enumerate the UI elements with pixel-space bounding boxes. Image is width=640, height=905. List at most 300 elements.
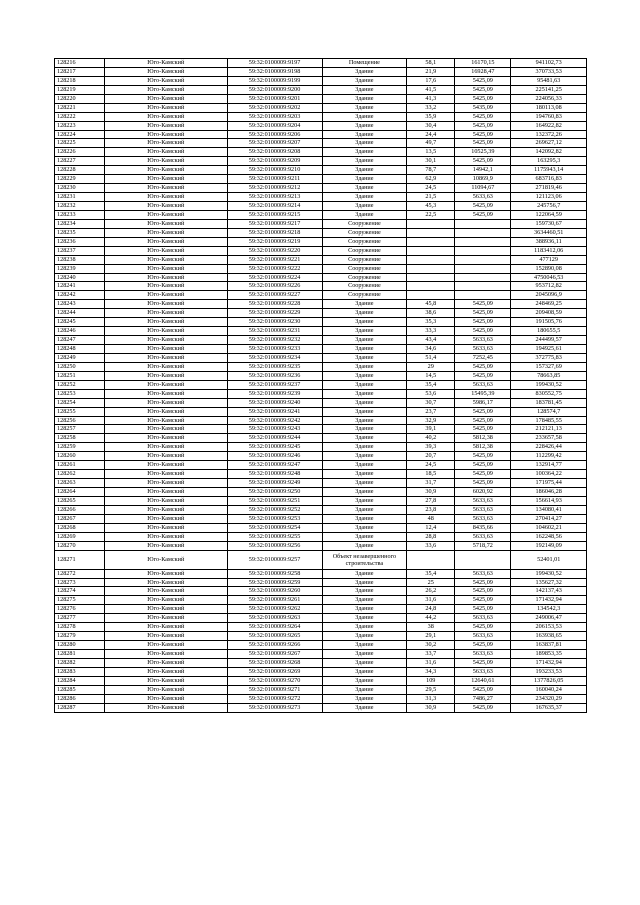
district-cell: Юго-Камский xyxy=(105,694,228,703)
cadastral-value-cell: 180655,5 xyxy=(511,327,587,336)
cadastral-value-cell: 142092,82 xyxy=(511,148,587,157)
specific-value-cell: 7252,45 xyxy=(455,353,511,362)
cadastral-number-cell: 59:32:0100009:9247 xyxy=(227,461,322,470)
table-row xyxy=(55,353,587,362)
table-row xyxy=(55,703,587,712)
area-cell: 24,5 xyxy=(407,184,455,193)
district-cell: Юго-Камский xyxy=(105,496,228,505)
cadastral-value-cell: 156614,93 xyxy=(511,496,587,505)
row-number-cell: 128285 xyxy=(55,685,105,694)
district-cell: Юго-Камский xyxy=(105,175,228,184)
object-type-cell: Здание xyxy=(322,470,407,479)
cadastral-value-table xyxy=(54,58,587,713)
cadastral-value-cell: 180113,08 xyxy=(511,103,587,112)
cadastral-value-cell: 953712,82 xyxy=(511,282,587,291)
cadastral-number-cell: 59:32:0100009:9259 xyxy=(227,578,322,587)
table-row xyxy=(55,300,587,309)
table-row xyxy=(55,193,587,202)
row-number-cell: 128250 xyxy=(55,362,105,371)
district-cell: Юго-Камский xyxy=(105,112,228,121)
cadastral-value-cell: 112299,42 xyxy=(511,452,587,461)
area-cell: 23,7 xyxy=(407,407,455,416)
area-cell: 23,8 xyxy=(407,505,455,514)
table-row xyxy=(55,219,587,228)
cadastral-number-cell: 59:32:0100009:9251 xyxy=(227,496,322,505)
row-number-cell: 128261 xyxy=(55,461,105,470)
specific-value-cell: 5425,09 xyxy=(455,641,511,650)
table-row xyxy=(55,398,587,407)
district-cell: Юго-Камский xyxy=(105,434,228,443)
area-cell: 33,7 xyxy=(407,650,455,659)
object-type-cell: Здание xyxy=(322,541,407,550)
area-cell: 34,6 xyxy=(407,345,455,354)
specific-value-cell: 10525,39 xyxy=(455,148,511,157)
area-cell: 29,5 xyxy=(407,685,455,694)
specific-value-cell: 5633,63 xyxy=(455,569,511,578)
object-type-cell: Здание xyxy=(322,650,407,659)
district-cell: Юго-Камский xyxy=(105,336,228,345)
district-cell: Юго-Камский xyxy=(105,139,228,148)
district-cell: Юго-Камский xyxy=(105,67,228,76)
cadastral-number-cell: 59:32:0100009:9246 xyxy=(227,452,322,461)
specific-value-cell: 5633,63 xyxy=(455,345,511,354)
object-type-cell: Здание xyxy=(322,479,407,488)
table-row xyxy=(55,605,587,614)
object-type-cell: Здание xyxy=(322,694,407,703)
cadastral-number-cell: 59:32:0100009:9229 xyxy=(227,309,322,318)
district-cell: Юго-Камский xyxy=(105,452,228,461)
object-type-cell: Сооружение xyxy=(322,246,407,255)
cadastral-value-cell: 206153,53 xyxy=(511,623,587,632)
specific-value-cell: 5633,63 xyxy=(455,614,511,623)
row-number-cell: 128239 xyxy=(55,264,105,273)
cadastral-number-cell: 59:32:0100009:9257 xyxy=(227,550,322,569)
table-row xyxy=(55,210,587,219)
table-row xyxy=(55,550,587,569)
specific-value-cell: 5633,63 xyxy=(455,532,511,541)
object-type-cell: Здание xyxy=(322,641,407,650)
specific-value-cell: 5425,09 xyxy=(455,605,511,614)
object-type-cell: Здание xyxy=(322,300,407,309)
specific-value-cell xyxy=(455,228,511,237)
cadastral-value-cell: 199430,52 xyxy=(511,380,587,389)
row-number-cell: 128287 xyxy=(55,703,105,712)
district-cell: Юго-Камский xyxy=(105,362,228,371)
cadastral-number-cell: 59:32:0100009:9273 xyxy=(227,703,322,712)
area-cell xyxy=(407,237,455,246)
row-number-cell: 128249 xyxy=(55,353,105,362)
cadastral-value-cell: 212121,13 xyxy=(511,425,587,434)
cadastral-number-cell: 59:32:0100009:9218 xyxy=(227,228,322,237)
object-type-cell: Здание xyxy=(322,184,407,193)
object-type-cell: Здание xyxy=(322,389,407,398)
object-type-cell: Здание xyxy=(322,703,407,712)
cadastral-value-cell: 132914,77 xyxy=(511,461,587,470)
cadastral-number-cell: 59:32:0100009:9207 xyxy=(227,139,322,148)
table-row xyxy=(55,309,587,318)
row-number-cell: 128268 xyxy=(55,523,105,532)
district-cell: Юго-Камский xyxy=(105,470,228,479)
cadastral-number-cell: 59:32:0100009:9219 xyxy=(227,237,322,246)
object-type-cell: Здание xyxy=(322,202,407,211)
cadastral-value-cell: 159730,67 xyxy=(511,219,587,228)
table-row xyxy=(55,371,587,380)
table-body xyxy=(55,59,587,713)
row-number-cell: 128258 xyxy=(55,434,105,443)
row-number-cell: 128233 xyxy=(55,210,105,219)
specific-value-cell: 5425,09 xyxy=(455,139,511,148)
cadastral-value-cell: 370733,53 xyxy=(511,67,587,76)
district-cell: Юго-Камский xyxy=(105,541,228,550)
district-cell: Юго-Камский xyxy=(105,273,228,282)
district-cell: Юго-Камский xyxy=(105,300,228,309)
cadastral-number-cell: 59:32:0100009:9254 xyxy=(227,523,322,532)
area-cell: 31,3 xyxy=(407,694,455,703)
table-row xyxy=(55,505,587,514)
specific-value-cell: 5633,63 xyxy=(455,193,511,202)
specific-value-cell: 5718,72 xyxy=(455,541,511,550)
area-cell: 58,1 xyxy=(407,59,455,68)
object-type-cell: Здание xyxy=(322,166,407,175)
specific-value-cell: 5425,09 xyxy=(455,479,511,488)
row-number-cell: 128217 xyxy=(55,67,105,76)
table-row xyxy=(55,103,587,112)
cadastral-number-cell: 59:32:0100009:9245 xyxy=(227,443,322,452)
document-page xyxy=(54,58,587,713)
cadastral-value-cell: 167635,37 xyxy=(511,703,587,712)
cadastral-number-cell: 59:32:0100009:9237 xyxy=(227,380,322,389)
area-cell: 53,6 xyxy=(407,389,455,398)
object-type-cell: Здание xyxy=(322,157,407,166)
district-cell: Юго-Камский xyxy=(105,309,228,318)
cadastral-value-cell: 830552,75 xyxy=(511,389,587,398)
cadastral-number-cell: 59:32:0100009:9250 xyxy=(227,488,322,497)
area-cell xyxy=(407,228,455,237)
object-type-cell: Здание xyxy=(322,336,407,345)
cadastral-value-cell: 269627,12 xyxy=(511,139,587,148)
cadastral-value-cell: 178485,55 xyxy=(511,416,587,425)
specific-value-cell: 5425,09 xyxy=(455,623,511,632)
district-cell: Юго-Камский xyxy=(105,210,228,219)
object-type-cell: Здание xyxy=(322,614,407,623)
specific-value-cell: 5633,63 xyxy=(455,496,511,505)
specific-value-cell: 5425,09 xyxy=(455,76,511,85)
cadastral-number-cell: 59:32:0100009:9206 xyxy=(227,130,322,139)
row-number-cell: 128283 xyxy=(55,667,105,676)
cadastral-value-cell: 163295,3 xyxy=(511,157,587,166)
cadastral-value-cell: 122064,59 xyxy=(511,210,587,219)
row-number-cell: 128280 xyxy=(55,641,105,650)
cadastral-number-cell: 59:32:0100009:9252 xyxy=(227,505,322,514)
specific-value-cell: 5986,17 xyxy=(455,398,511,407)
district-cell: Юго-Камский xyxy=(105,255,228,264)
object-type-cell: Сооружение xyxy=(322,219,407,228)
area-cell: 27,8 xyxy=(407,496,455,505)
district-cell: Юго-Камский xyxy=(105,85,228,94)
table-row xyxy=(55,389,587,398)
cadastral-value-cell: 134542,3 xyxy=(511,605,587,614)
district-cell: Юго-Камский xyxy=(105,407,228,416)
specific-value-cell: 5633,63 xyxy=(455,632,511,641)
row-number-cell: 128256 xyxy=(55,416,105,425)
cadastral-value-cell: 224056,33 xyxy=(511,94,587,103)
district-cell: Юго-Камский xyxy=(105,587,228,596)
area-cell: 35,4 xyxy=(407,569,455,578)
area-cell: 38 xyxy=(407,623,455,632)
specific-value-cell: 11094,67 xyxy=(455,184,511,193)
row-number-cell: 128220 xyxy=(55,94,105,103)
specific-value-cell: 5425,09 xyxy=(455,587,511,596)
object-type-cell: Здание xyxy=(322,605,407,614)
district-cell: Юго-Камский xyxy=(105,345,228,354)
specific-value-cell: 5425,09 xyxy=(455,130,511,139)
row-number-cell: 128274 xyxy=(55,587,105,596)
area-cell xyxy=(407,246,455,255)
table-row xyxy=(55,59,587,68)
row-number-cell: 128218 xyxy=(55,76,105,85)
cadastral-number-cell: 59:32:0100009:9268 xyxy=(227,658,322,667)
specific-value-cell: 8435,66 xyxy=(455,523,511,532)
row-number-cell: 128228 xyxy=(55,166,105,175)
row-number-cell: 128257 xyxy=(55,425,105,434)
area-cell: 31,7 xyxy=(407,479,455,488)
cadastral-value-cell: 132372,26 xyxy=(511,130,587,139)
area-cell: 39,1 xyxy=(407,425,455,434)
specific-value-cell: 5425,09 xyxy=(455,157,511,166)
cadastral-number-cell: 59:32:0100009:9243 xyxy=(227,425,322,434)
table-row xyxy=(55,667,587,676)
specific-value-cell: 5425,09 xyxy=(455,318,511,327)
table-row xyxy=(55,523,587,532)
table-row xyxy=(55,641,587,650)
district-cell: Юго-Камский xyxy=(105,318,228,327)
district-cell: Юго-Камский xyxy=(105,523,228,532)
object-type-cell: Здание xyxy=(322,362,407,371)
area-cell: 30,4 xyxy=(407,121,455,130)
object-type-cell: Сооружение xyxy=(322,237,407,246)
area-cell: 13,5 xyxy=(407,148,455,157)
specific-value-cell: 6020,92 xyxy=(455,488,511,497)
cadastral-value-cell: 164922,82 xyxy=(511,121,587,130)
table-row xyxy=(55,541,587,550)
object-type-cell: Здание xyxy=(322,658,407,667)
area-cell: 44,2 xyxy=(407,614,455,623)
table-row xyxy=(55,479,587,488)
table-row xyxy=(55,237,587,246)
object-type-cell: Здание xyxy=(322,505,407,514)
specific-value-cell: 5425,09 xyxy=(455,452,511,461)
district-cell: Юго-Камский xyxy=(105,246,228,255)
object-type-cell: Здание xyxy=(322,488,407,497)
table-row xyxy=(55,139,587,148)
object-type-cell: Здание xyxy=(322,76,407,85)
cadastral-number-cell: 59:32:0100009:9231 xyxy=(227,327,322,336)
area-cell: 39,3 xyxy=(407,443,455,452)
object-type-cell: Сооружение xyxy=(322,291,407,300)
row-number-cell: 128266 xyxy=(55,505,105,514)
cadastral-value-cell: 95481,63 xyxy=(511,76,587,85)
row-number-cell: 128242 xyxy=(55,291,105,300)
row-number-cell: 128264 xyxy=(55,488,105,497)
row-number-cell: 128230 xyxy=(55,184,105,193)
table-row xyxy=(55,362,587,371)
cadastral-value-cell: 142137,43 xyxy=(511,587,587,596)
area-cell: 30,9 xyxy=(407,488,455,497)
specific-value-cell xyxy=(455,282,511,291)
cadastral-value-cell: 372775,83 xyxy=(511,353,587,362)
cadastral-value-cell: 245756,7 xyxy=(511,202,587,211)
district-cell: Юго-Камский xyxy=(105,371,228,380)
table-row xyxy=(55,496,587,505)
specific-value-cell: 7486,27 xyxy=(455,694,511,703)
cadastral-number-cell: 59:32:0100009:9255 xyxy=(227,532,322,541)
district-cell: Юго-Камский xyxy=(105,237,228,246)
district-cell: Юго-Камский xyxy=(105,219,228,228)
cadastral-number-cell: 59:32:0100009:9228 xyxy=(227,300,322,309)
table-row xyxy=(55,202,587,211)
cadastral-number-cell: 59:32:0100009:9208 xyxy=(227,148,322,157)
district-cell: Юго-Камский xyxy=(105,353,228,362)
specific-value-cell xyxy=(455,291,511,300)
cadastral-number-cell: 59:32:0100009:9269 xyxy=(227,667,322,676)
row-number-cell: 128241 xyxy=(55,282,105,291)
object-type-cell: Здание xyxy=(322,685,407,694)
specific-value-cell: 5425,09 xyxy=(455,112,511,121)
table-row xyxy=(55,461,587,470)
cadastral-number-cell: 59:32:0100009:9203 xyxy=(227,112,322,121)
table-row xyxy=(55,650,587,659)
district-cell: Юго-Камский xyxy=(105,578,228,587)
object-type-cell: Здание xyxy=(322,632,407,641)
cadastral-number-cell: 59:32:0100009:9197 xyxy=(227,59,322,68)
table-row xyxy=(55,157,587,166)
specific-value-cell: 5435,09 xyxy=(455,103,511,112)
district-cell: Юго-Камский xyxy=(105,59,228,68)
row-number-cell: 128252 xyxy=(55,380,105,389)
row-number-cell: 128248 xyxy=(55,345,105,354)
object-type-cell: Здание xyxy=(322,345,407,354)
cadastral-number-cell: 59:32:0100009:9234 xyxy=(227,353,322,362)
district-cell: Юго-Камский xyxy=(105,505,228,514)
specific-value-cell xyxy=(455,264,511,273)
cadastral-value-cell: 209408,59 xyxy=(511,309,587,318)
row-number-cell: 128284 xyxy=(55,676,105,685)
object-type-cell: Здание xyxy=(322,327,407,336)
cadastral-number-cell: 59:32:0100009:9264 xyxy=(227,623,322,632)
cadastral-number-cell: 59:32:0100009:9260 xyxy=(227,587,322,596)
area-cell: 29,1 xyxy=(407,632,455,641)
specific-value-cell: 5425,09 xyxy=(455,425,511,434)
cadastral-number-cell: 59:32:0100009:9261 xyxy=(227,596,322,605)
cadastral-number-cell: 59:32:0100009:9226 xyxy=(227,282,322,291)
cadastral-number-cell: 59:32:0100009:9267 xyxy=(227,650,322,659)
cadastral-number-cell: 59:32:0100009:9230 xyxy=(227,318,322,327)
specific-value-cell xyxy=(455,550,511,569)
area-cell: 33,2 xyxy=(407,103,455,112)
cadastral-number-cell: 59:32:0100009:9242 xyxy=(227,416,322,425)
table-row xyxy=(55,255,587,264)
table-row xyxy=(55,112,587,121)
object-type-cell: Здание xyxy=(322,371,407,380)
object-type-cell: Здание xyxy=(322,434,407,443)
district-cell: Юго-Камский xyxy=(105,623,228,632)
table-row xyxy=(55,273,587,282)
specific-value-cell: 5425,09 xyxy=(455,94,511,103)
cadastral-number-cell: 59:32:0100009:9258 xyxy=(227,569,322,578)
district-cell: Юго-Камский xyxy=(105,94,228,103)
specific-value-cell xyxy=(455,246,511,255)
district-cell: Юго-Камский xyxy=(105,282,228,291)
district-cell: Юго-Камский xyxy=(105,157,228,166)
cadastral-number-cell: 59:32:0100009:9241 xyxy=(227,407,322,416)
table-row xyxy=(55,587,587,596)
area-cell xyxy=(407,264,455,273)
cadastral-number-cell: 59:32:0100009:9210 xyxy=(227,166,322,175)
cadastral-value-cell: 171432,94 xyxy=(511,658,587,667)
row-number-cell: 128238 xyxy=(55,255,105,264)
area-cell: 48 xyxy=(407,514,455,523)
object-type-cell: Здание xyxy=(322,67,407,76)
cadastral-value-cell: 163938,65 xyxy=(511,632,587,641)
cadastral-value-cell: 193233,53 xyxy=(511,667,587,676)
cadastral-value-cell: 191505,76 xyxy=(511,318,587,327)
district-cell: Юго-Камский xyxy=(105,514,228,523)
area-cell: 30,1 xyxy=(407,157,455,166)
row-number-cell: 128243 xyxy=(55,300,105,309)
table-row xyxy=(55,658,587,667)
area-cell: 25 xyxy=(407,578,455,587)
specific-value-cell: 5425,09 xyxy=(455,685,511,694)
cadastral-value-cell: 388936,11 xyxy=(511,237,587,246)
cadastral-value-cell: 228426,44 xyxy=(511,443,587,452)
row-number-cell: 128286 xyxy=(55,694,105,703)
cadastral-number-cell: 59:32:0100009:9249 xyxy=(227,479,322,488)
table-row xyxy=(55,264,587,273)
district-cell: Юго-Камский xyxy=(105,703,228,712)
cadastral-value-cell: 234320,29 xyxy=(511,694,587,703)
row-number-cell: 128225 xyxy=(55,139,105,148)
district-cell: Юго-Камский xyxy=(105,121,228,130)
object-type-cell: Здание xyxy=(322,443,407,452)
object-type-cell: Здание xyxy=(322,676,407,685)
object-type-cell: Здание xyxy=(322,139,407,148)
object-type-cell: Здание xyxy=(322,416,407,425)
table-row xyxy=(55,632,587,641)
area-cell: 33,3 xyxy=(407,327,455,336)
cadastral-value-cell: 152890,08 xyxy=(511,264,587,273)
cadastral-value-cell: 192149,09 xyxy=(511,541,587,550)
area-cell: 21,5 xyxy=(407,193,455,202)
district-cell: Юго-Камский xyxy=(105,425,228,434)
table-row xyxy=(55,318,587,327)
specific-value-cell xyxy=(455,219,511,228)
cadastral-number-cell: 59:32:0100009:9217 xyxy=(227,219,322,228)
specific-value-cell: 5425,09 xyxy=(455,470,511,479)
district-cell: Юго-Камский xyxy=(105,398,228,407)
area-cell: 30,7 xyxy=(407,398,455,407)
cadastral-number-cell: 59:32:0100009:9262 xyxy=(227,605,322,614)
area-cell: 31,6 xyxy=(407,596,455,605)
table-row xyxy=(55,85,587,94)
area-cell: 35,9 xyxy=(407,112,455,121)
object-type-cell: Здание xyxy=(322,514,407,523)
specific-value-cell: 5425,09 xyxy=(455,327,511,336)
specific-value-cell: 16928,47 xyxy=(455,67,511,76)
cadastral-value-cell: 171975,44 xyxy=(511,479,587,488)
row-number-cell: 128223 xyxy=(55,121,105,130)
area-cell: 24,5 xyxy=(407,461,455,470)
table-row xyxy=(55,694,587,703)
